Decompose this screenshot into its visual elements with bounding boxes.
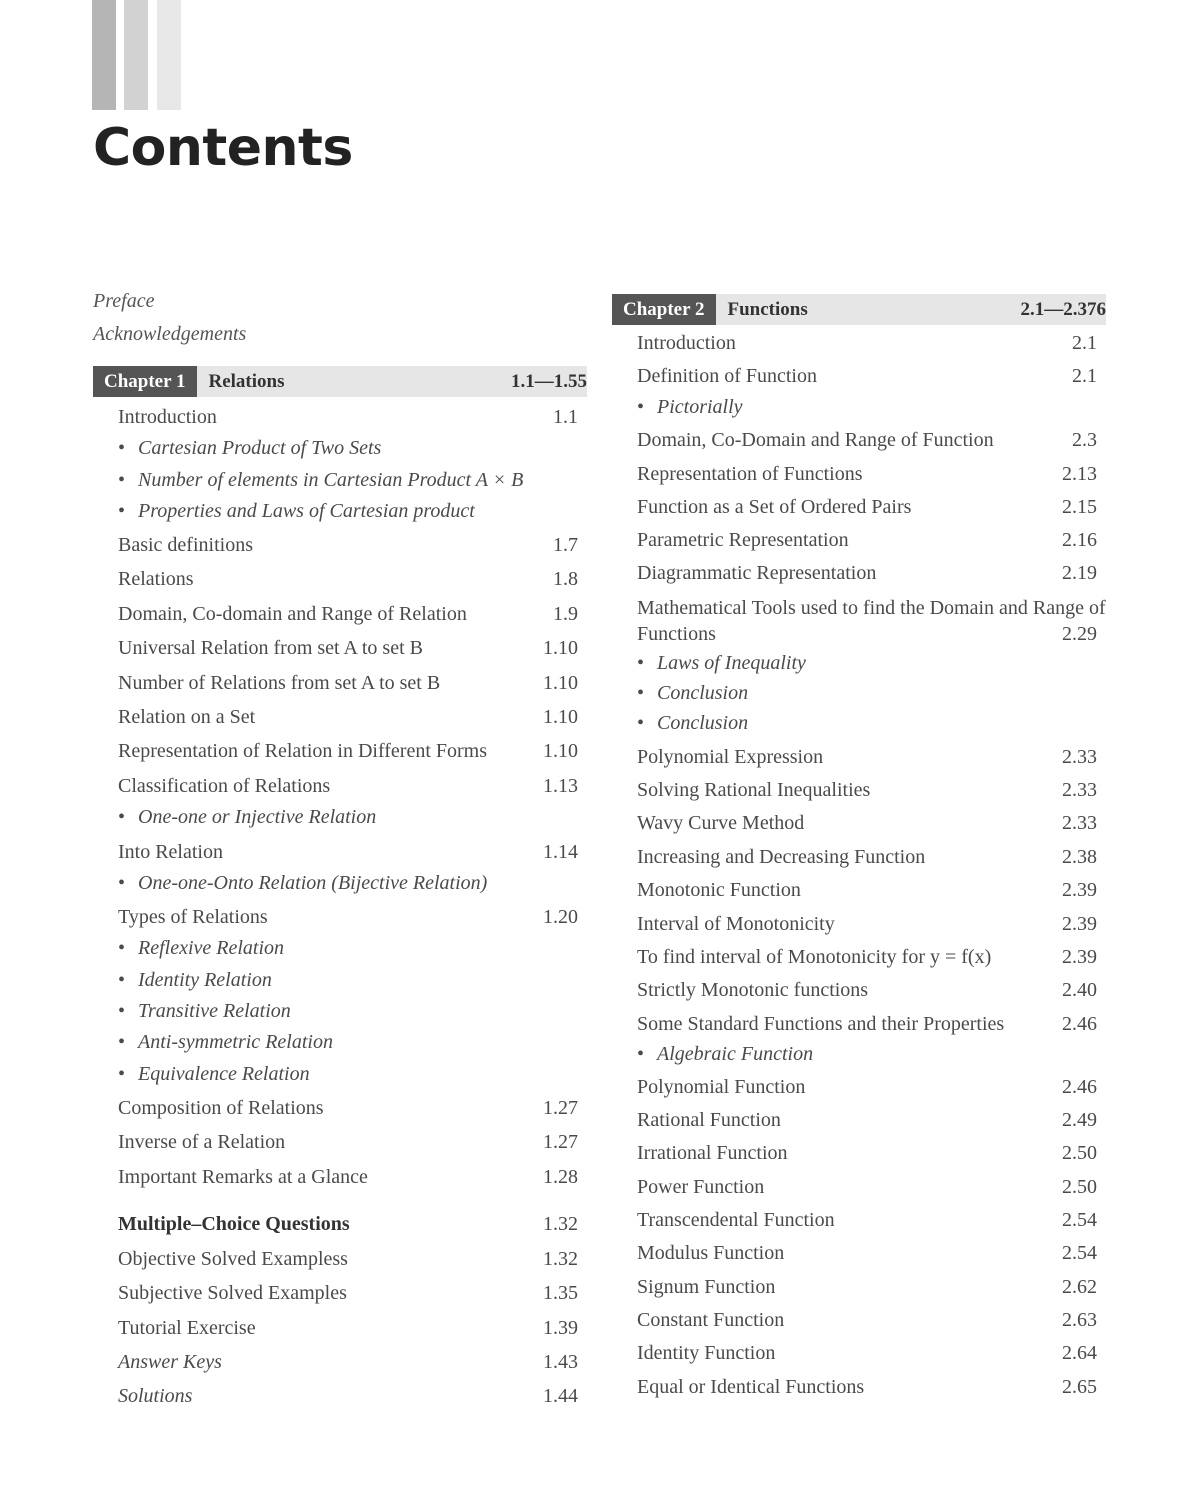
chapter-1-header[interactable]: [93, 366, 587, 397]
toc-entry[interactable]: [637, 1142, 1097, 1165]
toc-entry-label: Relation on a Set: [118, 706, 256, 728]
toc-entry-label: • Anti-symmetric Relation: [118, 1031, 333, 1053]
toc-subentry[interactable]: [118, 437, 578, 460]
toc-entry-label: Objective Solved Exampless: [118, 1248, 348, 1270]
toc-entry[interactable]: [118, 603, 578, 626]
toc-entry[interactable]: [637, 463, 1097, 486]
toc-entry-page: 1.44: [543, 1385, 578, 1407]
toc-entry-label: Identity Function: [637, 1342, 776, 1364]
toc-entry-label: • Conclusion: [637, 682, 748, 704]
toc-entry-label: Solutions: [118, 1385, 193, 1407]
toc-entry-page: 1.8: [553, 568, 578, 590]
toc-entry-label: Into Relation: [118, 841, 223, 863]
toc-subentry[interactable]: [637, 1043, 1097, 1066]
toc-entry-label: • Pictorially: [637, 396, 743, 418]
toc-entry-page: 1.7: [553, 534, 578, 556]
chapter-2-header[interactable]: [612, 294, 1106, 325]
toc-entry-label: Important Remarks at a Glance: [118, 1166, 368, 1188]
toc-entry-page: 2.62: [1062, 1276, 1097, 1298]
toc-entry[interactable]: [637, 1276, 1097, 1299]
toc-entry-page: 1.14: [543, 841, 578, 863]
toc-entry[interactable]: [637, 332, 1097, 355]
toc-entry-label: Composition of Relations: [118, 1097, 324, 1119]
toc-entry-page: 2.1: [1072, 365, 1097, 387]
toc-entry-page: 1.35: [543, 1282, 578, 1304]
toc-entry[interactable]: [118, 1351, 578, 1374]
toc-entry-page: 1.10: [543, 706, 578, 728]
toc-entry[interactable]: [637, 979, 1097, 1002]
toc-entry-label: Rational Function: [637, 1109, 781, 1131]
toc-entry[interactable]: [118, 1317, 578, 1340]
toc-entry-page: 1.32: [543, 1248, 578, 1270]
toc-entry[interactable]: [118, 906, 578, 929]
toc-entry-page: 2.16: [1062, 529, 1097, 551]
toc-entry-label: Types of Relations: [118, 906, 268, 928]
toc-entry-label: Mathematical Tools used to find the Domain and Range of Functions: [637, 597, 1106, 645]
toc-entry[interactable]: [637, 1242, 1097, 1265]
toc-entry-label: Diagrammatic Representation: [637, 562, 877, 584]
toc-preface[interactable]: Preface: [93, 290, 155, 312]
toc-subentry[interactable]: [118, 937, 578, 960]
toc-subentry[interactable]: [118, 1000, 578, 1023]
chapter-tag: Chapter 2: [612, 294, 716, 325]
toc-entry-page: 2.54: [1062, 1242, 1097, 1264]
toc-subentry[interactable]: [118, 806, 578, 829]
toc-subentry[interactable]: [118, 469, 578, 492]
toc-entry[interactable]: [637, 1076, 1097, 1099]
toc-entry[interactable]: [637, 812, 1097, 835]
toc-entry-label: Number of Relations from set A to set B: [118, 672, 441, 694]
toc-entry-page: 1.32: [543, 1213, 578, 1235]
toc-entry-page: 1.27: [543, 1131, 578, 1153]
toc-subentry[interactable]: [118, 500, 578, 523]
toc-entry[interactable]: [637, 429, 1097, 452]
toc-entry-label: • Laws of Inequality: [637, 652, 806, 674]
chapter-title: Relations: [208, 370, 285, 392]
toc-entry-label: Some Standard Functions and their Properties: [637, 1013, 1005, 1035]
toc-entry[interactable]: [118, 534, 578, 557]
chapter-title: Functions: [727, 298, 808, 320]
toc-entry[interactable]: [637, 879, 1097, 902]
toc-entry-page: 2.19: [1062, 562, 1097, 584]
toc-entry-label: • Equivalence Relation: [118, 1063, 310, 1085]
toc-entry-label: Interval of Monotonicity: [637, 913, 835, 935]
toc-entry-label: Irrational Function: [637, 1142, 788, 1164]
toc-entry[interactable]: [637, 913, 1097, 936]
toc-entry-label: Universal Relation from set A to set B: [118, 637, 423, 659]
toc-entry[interactable]: [118, 706, 578, 729]
toc-entry[interactable]: [118, 672, 578, 695]
toc-entry-label: Representation of Relation in Different Forms: [118, 740, 487, 762]
toc-entry[interactable]: [637, 1109, 1097, 1132]
toc-entry-label: Basic definitions: [118, 534, 253, 556]
toc-entry-label: Representation of Functions: [637, 463, 863, 485]
toc-subentry[interactable]: [118, 872, 578, 895]
toc-entry-label: • One-one-Onto Relation (Bijective Relation): [118, 872, 487, 894]
toc-entry-label: • Algebraic Function: [637, 1043, 813, 1065]
toc-entry[interactable]: [637, 1376, 1097, 1399]
toc-entry-label: Constant Function: [637, 1309, 785, 1331]
chapter-page-range: 2.1—2.376: [1020, 298, 1106, 320]
toc-entry-label: Answer Keys: [118, 1351, 222, 1373]
toc-entry[interactable]: [118, 1282, 578, 1305]
toc-entry-page: 2.33: [1062, 746, 1097, 768]
toc-entry-label: Wavy Curve Method: [637, 812, 805, 834]
toc-entry-page: 1.13: [543, 775, 578, 797]
toc-entry[interactable]: [118, 740, 578, 763]
toc-entry-label: • Transitive Relation: [118, 1000, 291, 1022]
toc-entry[interactable]: [118, 1385, 578, 1408]
toc-entry-label: • Identity Relation: [118, 969, 272, 991]
toc-entry[interactable]: [637, 529, 1097, 552]
toc-entry-page: 2.38: [1062, 846, 1097, 868]
toc-entry-page: 2.33: [1062, 812, 1097, 834]
toc-entry-page: 2.1: [1072, 332, 1097, 354]
toc-entry-page: 1.27: [543, 1097, 578, 1119]
toc-entry-page: 1.10: [543, 637, 578, 659]
toc-entry[interactable]: [637, 1309, 1097, 1332]
toc-entry-page: 2.46: [1062, 1076, 1097, 1098]
toc-subentry[interactable]: [637, 652, 1097, 675]
toc-entry-page: 2.29: [1062, 623, 1097, 645]
toc-entry-label: Transcendental Function: [637, 1209, 835, 1231]
toc-entry-label: Monotonic Function: [637, 879, 801, 901]
toc-entry-label: Inverse of a Relation: [118, 1131, 286, 1153]
toc-entry-label: • Conclusion: [637, 712, 748, 734]
toc-entry[interactable]: [637, 595, 1107, 647]
toc-entry-page: 1.20: [543, 906, 578, 928]
toc-entry-label: Tutorial Exercise: [118, 1317, 256, 1339]
toc-entry-page: 1.10: [543, 672, 578, 694]
toc-entry[interactable]: [637, 1176, 1097, 1199]
toc-entry-label: • Number of elements in Cartesian Product A × B: [118, 469, 523, 491]
toc-entry-label: Introduction: [118, 406, 217, 428]
toc-entry[interactable]: [637, 562, 1097, 585]
toc-entry[interactable]: [118, 841, 578, 864]
toc-entry-label: Definition of Function: [637, 365, 817, 387]
toc-entry-page: 2.3: [1072, 429, 1097, 451]
toc-entry-label: Domain, Co-domain and Range of Relation: [118, 603, 467, 625]
toc-entry-page: 2.33: [1062, 779, 1097, 801]
toc-entry-page: 2.39: [1062, 946, 1097, 968]
toc-subentry[interactable]: [637, 682, 1097, 705]
toc-entry-page: 2.65: [1062, 1376, 1097, 1398]
toc-entry-label: Subjective Solved Examples: [118, 1282, 347, 1304]
toc-entry[interactable]: [118, 1213, 578, 1236]
toc-entry-label: • Cartesian Product of Two Sets: [118, 437, 381, 459]
toc-entry-page: 1.39: [543, 1317, 578, 1339]
toc-entry[interactable]: [637, 746, 1097, 769]
toc-entry-page: 1.43: [543, 1351, 578, 1373]
toc-subentry[interactable]: [118, 969, 578, 992]
toc-entry[interactable]: [637, 946, 1097, 969]
toc-entry[interactable]: [637, 496, 1097, 519]
toc-entry-page: 2.50: [1062, 1142, 1097, 1164]
toc-subentry[interactable]: [637, 712, 1097, 735]
toc-entry-page: 2.49: [1062, 1109, 1097, 1131]
toc-entry-page: 2.39: [1062, 913, 1097, 935]
decorative-bar: [157, 0, 181, 110]
toc-subentry[interactable]: [637, 396, 1097, 419]
toc-entry[interactable]: [637, 846, 1097, 869]
toc-entry-page: 2.64: [1062, 1342, 1097, 1364]
toc-entry[interactable]: [118, 1166, 578, 1189]
toc-entry-page: 2.13: [1062, 463, 1097, 485]
toc-entry[interactable]: [118, 1097, 578, 1120]
toc-entry-label: Increasing and Decreasing Function: [637, 846, 926, 868]
toc-entry[interactable]: [118, 637, 578, 660]
toc-entry-label: Classification of Relations: [118, 775, 331, 797]
toc-entry-page: 2.63: [1062, 1309, 1097, 1331]
toc-entry-label: Signum Function: [637, 1276, 776, 1298]
toc-entry-label: To find interval of Monotonicity for y = f(x): [637, 946, 992, 968]
toc-entry-page: 1.10: [543, 740, 578, 762]
toc-entry[interactable]: [118, 568, 578, 591]
toc-entry-label: Strictly Monotonic functions: [637, 979, 869, 1001]
page-title: Contents: [93, 118, 353, 178]
toc-entry-page: 1.9: [553, 603, 578, 625]
toc-entry-label: Polynomial Expression: [637, 746, 824, 768]
toc-entry-page: 2.39: [1062, 879, 1097, 901]
toc-entry[interactable]: [637, 779, 1097, 802]
toc-entry-page: 2.46: [1062, 1013, 1097, 1035]
toc-entry[interactable]: [118, 1131, 578, 1154]
decorative-bar: [92, 0, 116, 110]
toc-entry-label: Function as a Set of Ordered Pairs: [637, 496, 912, 518]
toc-entry-label: Modulus Function: [637, 1242, 785, 1264]
toc-entry-label: Polynomial Function: [637, 1076, 806, 1098]
toc-entry-page: 1.1: [553, 406, 578, 428]
toc-entry[interactable]: [118, 1248, 578, 1271]
toc-entry-page: 2.54: [1062, 1209, 1097, 1231]
toc-entry-page: 2.15: [1062, 496, 1097, 518]
toc-entry-label: Relations: [118, 568, 194, 590]
toc-entry-label: Parametric Representation: [637, 529, 849, 551]
toc-entry-page: 1.28: [543, 1166, 578, 1188]
toc-subentry[interactable]: [118, 1063, 578, 1086]
toc-entry-label: Multiple–Choice Questions: [118, 1213, 350, 1235]
toc-entry[interactable]: [637, 1209, 1097, 1232]
toc-entry[interactable]: [118, 775, 578, 798]
toc-entry-label: Introduction: [637, 332, 736, 354]
toc-entry[interactable]: [637, 365, 1097, 388]
toc-entry-label: • Reflexive Relation: [118, 937, 284, 959]
toc-entry-label: Equal or Identical Functions: [637, 1376, 865, 1398]
toc-entry[interactable]: [118, 406, 578, 429]
toc-entry[interactable]: [637, 1342, 1097, 1365]
toc-entry-label: Power Function: [637, 1176, 765, 1198]
toc-entry[interactable]: [637, 1013, 1097, 1036]
toc-entry-label: Domain, Co-Domain and Range of Function: [637, 429, 994, 451]
toc-entry-label: • Properties and Laws of Cartesian product: [118, 500, 475, 522]
toc-entry-label: • One-one or Injective Relation: [118, 806, 376, 828]
chapter-tag: Chapter 1: [93, 366, 197, 397]
toc-acknowledgements[interactable]: Acknowledgements: [93, 323, 247, 345]
decorative-bar: [124, 0, 148, 110]
toc-entry-label: Solving Rational Inequalities: [637, 779, 871, 801]
chapter-page-range: 1.1—1.55: [511, 370, 587, 392]
toc-subentry[interactable]: [118, 1031, 578, 1054]
toc-entry-page: 2.40: [1062, 979, 1097, 1001]
toc-entry-page: 2.50: [1062, 1176, 1097, 1198]
